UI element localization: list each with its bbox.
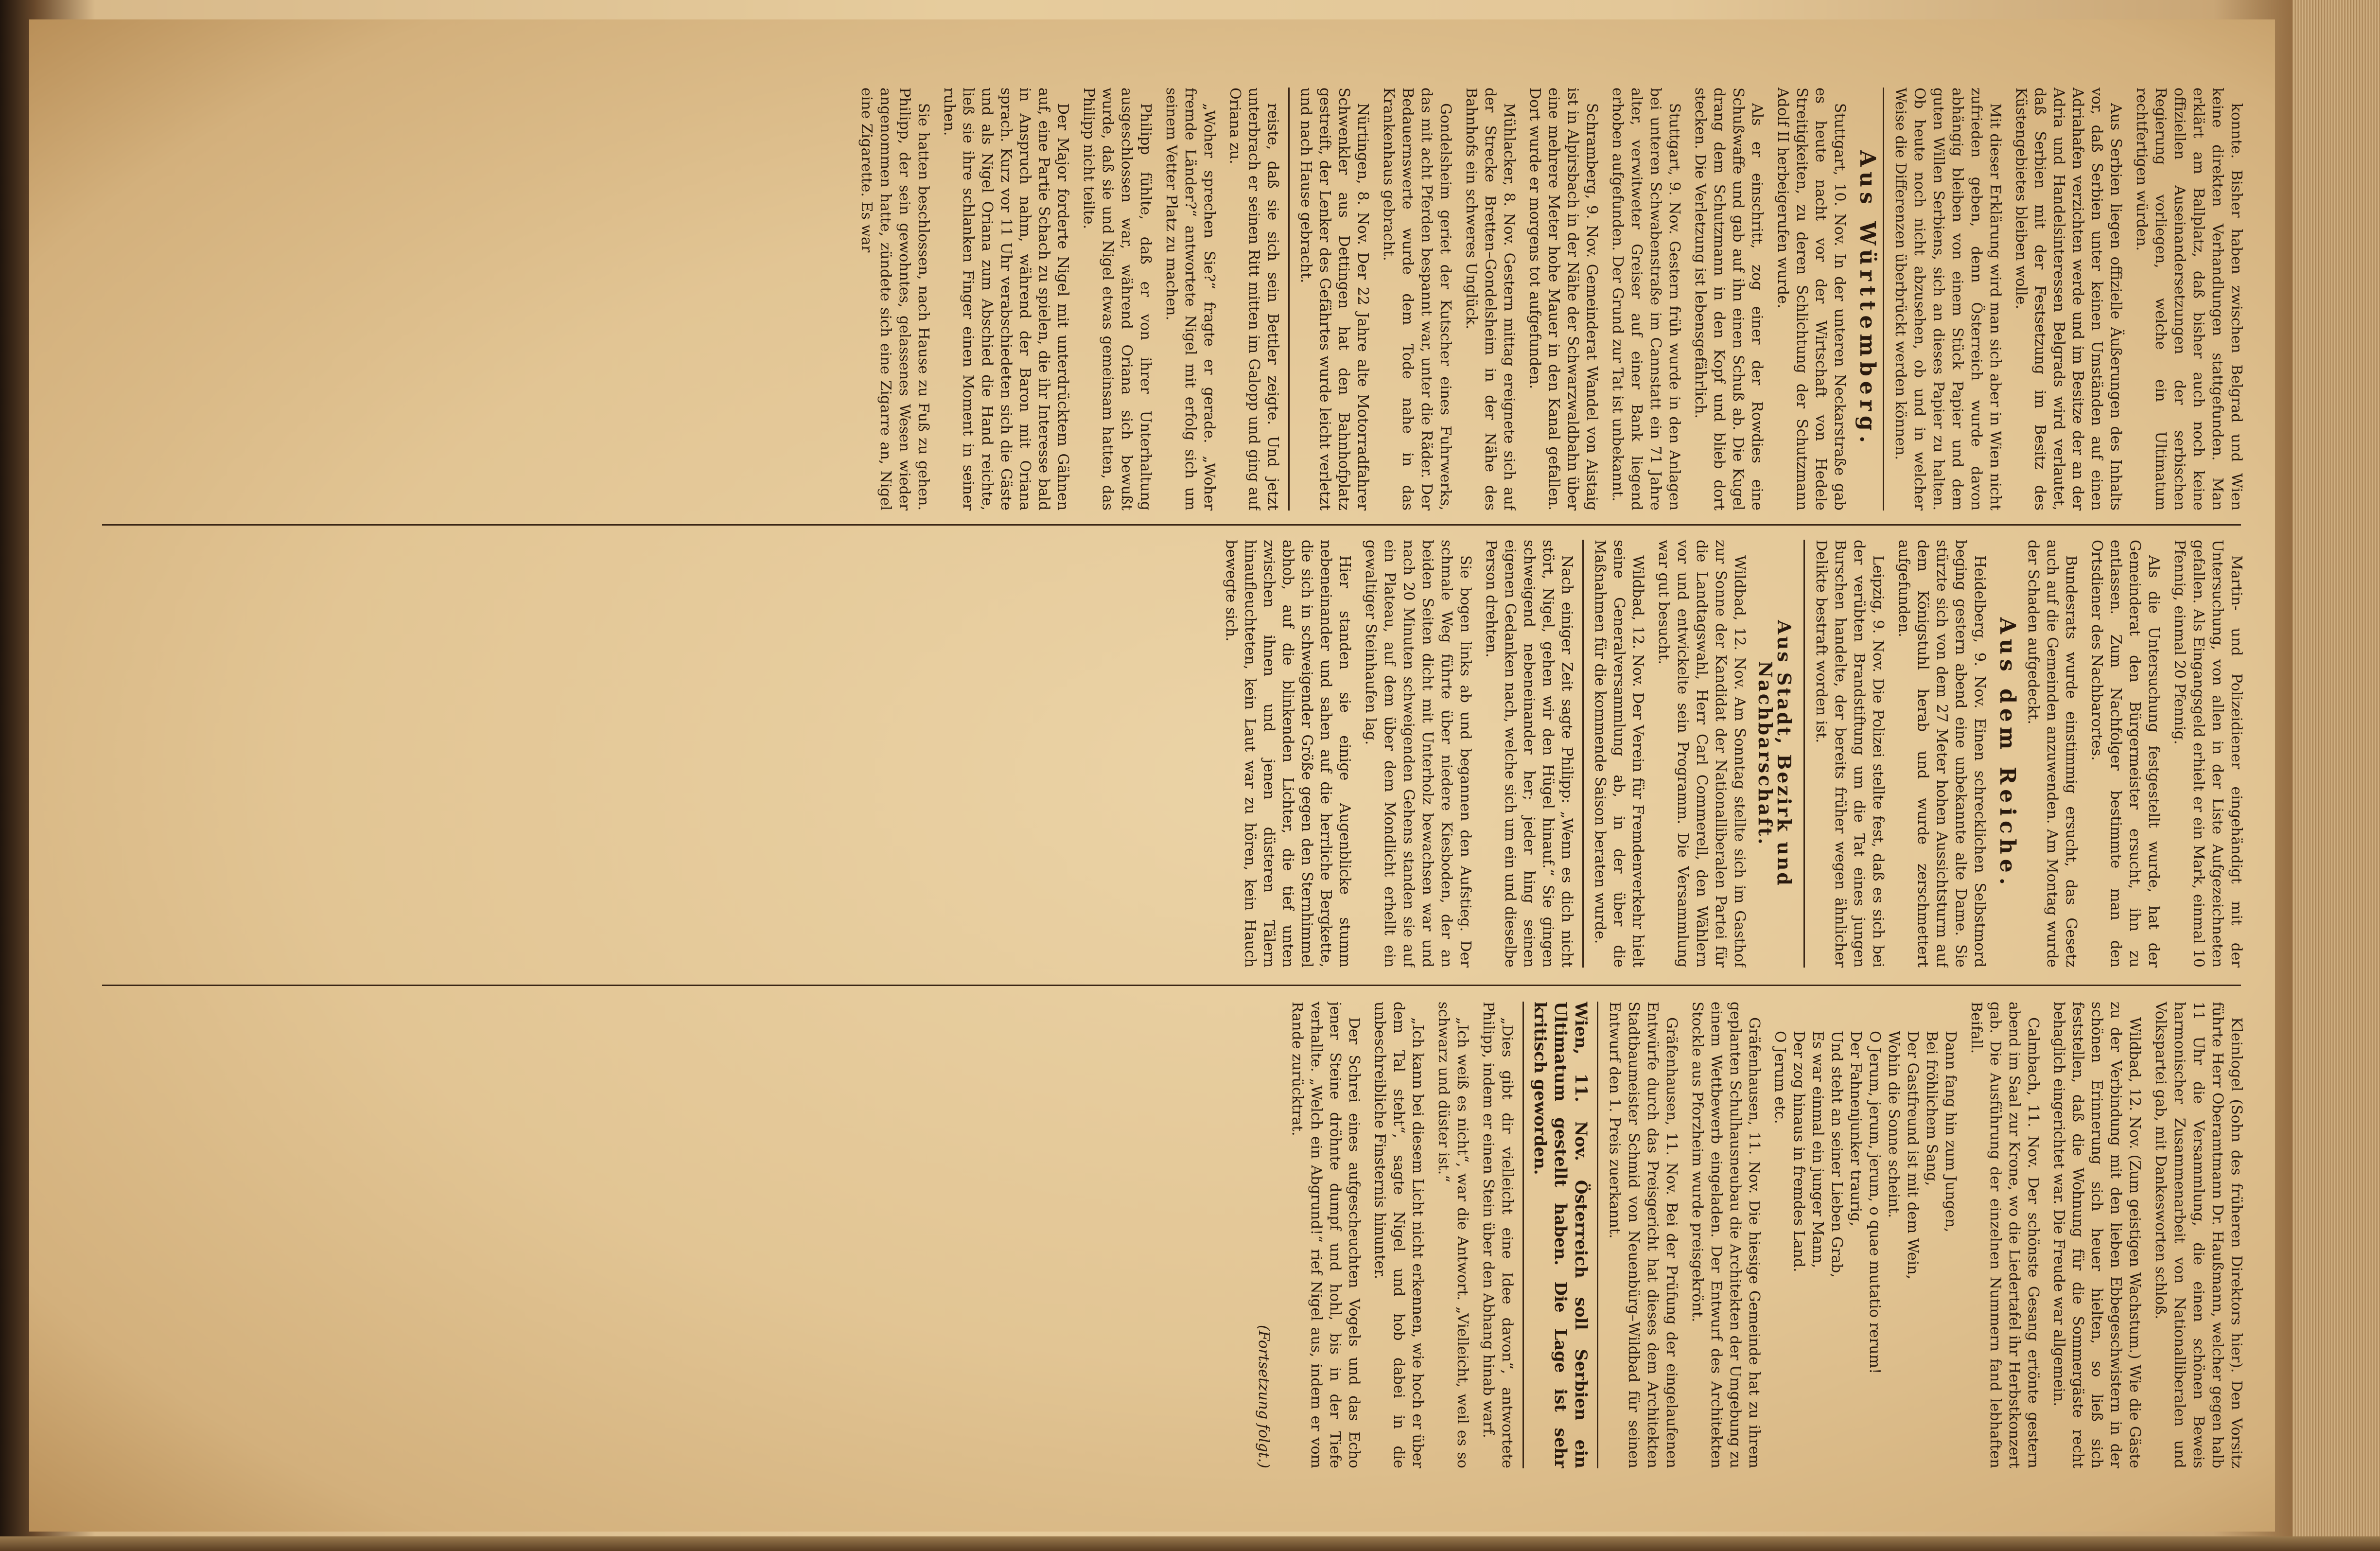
poem-line: O Jerum, jerum, jerum, o quae mutatio rerum! (1866, 1031, 1883, 1375)
col3-paragraph: Wildbad, 12. Nov. (Zum geistigen Wachstum.) Wie die Gäste zu der Verbindung mit den lieben Ebbegeschwistern in der schönen Erinnerung sich heuer hielten, so ließ sich feststellen, daß die Wohnung für die Sommergäste recht behaglich eingerichtet war. Die Freude war allgemein. (2050, 1002, 2143, 1468)
col3-news-item: Gräfenhausen, 11. Nov. Die hiesige Gemeinde hat zu ihrem geplanten Schulhausneubau die Architekten der Umgebung zu einem Wettbewerb eingeladen. Der Entwurf des Architekten Stockle aus Pforzheim wurde preisgekrönt. (1689, 1002, 1763, 1468)
col2-paragraph: Als die Untersuchung festgestellt wurde, hat der Gemeinderat den Bürgermeister ersucht, ihn zu entlassen. Zum Nachfolger bestimmte man den Ortsdiener des Nachbarortes. (2088, 540, 2162, 968)
poem-line: Der Fahnenjunker traurig, (1847, 1031, 1864, 1227)
poem-line: Der Gastfreund ist mit dem Wein, (1904, 1031, 1921, 1280)
poem-line: Wohin die Sonne scheint. (1885, 1031, 1902, 1218)
section-heading-local: Aus Stadt, Bezirk und Nachbarschaft. (1754, 620, 1795, 887)
serial-story-paragraph: Sie hatten beschlossen, nach Hause zu Fuß zu gehen. Philipp, der sein gewohntes, gelassenes Wesen wieder angenommen hatte, zündete sich eine Zigarre an, Nigel eine Zigarette. Es war (858, 88, 932, 511)
column-2 (88, 540, 2246, 968)
section-heading-reich: Aus dem Reiche. (1995, 617, 2020, 890)
telegram-headline: Wien, 11. Nov. Österreich soll Serbien ein Ultimatum gestellt haben. Die Lage ist sehr kritisch geworden. (1530, 1002, 1591, 1468)
serial-story-paragraph: Der Major forderte Nigel mit unterdrücktem Gähnen auf, eine Partie Schach zu spielen, die ihr Interesse bald in Anspruch nahm, während der Baron mit Oriana sprach. Kurz vor 11 Uhr verabschiedeten sich die Gäste und als Nigel Oriana zum Abschied die Hand reichte, ließ sie ihre schlanken Finger einen Moment in seiner ruhen. (941, 88, 1071, 511)
col1-news-item: Nürtingen, 8. Nov. Der 22 Jahre alte Motorradfahrer Schwenkler aus Dettingen hat den Bahnhofplatz gestreift, der Lenker des Gefährtes wurde leicht verletzt und nach Hause gebracht. (1297, 88, 1371, 511)
serial-story-paragraph: „Ich kann bei diesem Licht nicht erkennen, wie hoch er über dem Tal steht“, sagte Nigel und hob dabei in die unbeschreibliche Finsternis hinunter. (1371, 1002, 1426, 1468)
col1-news-item: Stuttgart, 9. Nov. Gestern früh wurde in den Anlagen bei unteren Schwabenstraße im Cannstatt ein 71 Jahre alter, verwitweter Greiser auf einer Bank liegend erhoben aufgefunden. Der Grund zur Tat ist unbekannt. (1609, 88, 1683, 511)
rotated-content (88, 88, 2246, 1498)
serial-story-paragraph: „Dies gibt dir vielleicht eine Idee davon“, antwortete Philipp, indem er einen Stein über den Abhang hinab warf. (1480, 1002, 1516, 1468)
col2-news-item: Heidelberg, 9. Nov. Einen schrecklichen Selbstmord beging gestern abend eine unbekannte alte Dame. Sie stürzte sich von dem 27 Meter hohen Aussichtsturm auf dem Königstuhl herab und wurde zerschmettert aufgefunden. (1895, 540, 1988, 968)
feuilleton-divider (1288, 88, 1290, 511)
col1-paragraph: Mit dieser Erklärung wird man sich aber in Wien nicht zufrieden geben, denn Österreich wurde davon abhängig bleiben von einem Stück Papier und dem guten Willen Serbiens, sich an dieses Papier zu halten. Ob heute noch nicht abzusehen, ob und in welcher Weise die Differenzen überbrückt werden können. (1892, 88, 2004, 511)
col1-news-item: Als er einschritt, zog einer der Rowdies eine Schußwaffe und gab auf ihn einen Schuß ab. Die Kugel drang dem Schutzmann in den Kopf und blieb dort stecken. Die Verletzung ist lebensgefährlich. (1692, 88, 1766, 511)
serial-story-paragraph: Hier standen sie einige Augenblicke stumm nebeneinander und sahen auf die herrliche Bergkette, die sich in schweigender Größe gegen den Sternhimmel abhob, auf die blinkenden Lichter, die tief unten zwischen ihnen und jenen düsteren Tälern hinaufleuchteten, kein Laut war zu hören, kein Hauch bewegte sich. (1223, 540, 1353, 968)
feuilleton-divider (1582, 540, 1584, 968)
book-bottom-edge (0, 1536, 2380, 1551)
poem-line: Bei fröhlichem Sang, (1923, 1031, 1940, 1186)
col1-paragraph: Aus Serbien liegen offizielle Äußerungen des Inhalts vor, daß Serbien unter keinen Umständen auf einen Adriahafen verzichten werde und im Besitze der an der Adria und Handelsinteressen Belgrads wird verlautet, daß Serbien mit der Festsetzung im Besitz des Küstengebietes bleiben wolle. (2012, 88, 2124, 511)
col2-local-item: Wildbad, 12. Nov. Am Sonntag stellte sich im Gasthof zur Sonne der Kandidat der Nationalliberalen Partei für die Landtagswahl, Herr Carl Commerell, den Wählern vor und entwickelte sein Programm. Die Versammlung war gut besucht. (1655, 540, 1748, 968)
col3-paragraph: Calmbach, 11. Nov. Der schönste Gesang ertönte gestern abend im Saal zur Krone, wo die Liedertafel ihr Herbstkonzert gab. Die Ausführung der einzelnen Nummern fand lebhaften Beifall. (1968, 1002, 2042, 1468)
col1-paragraph: konnte. Bisher haben zwischen Belgrad und Wien keine direkten Verhandlungen stattgefunden. Man erklärt am Ballplatz, daß bisher auch noch keine offiziellen Auseinandersetzungen der serbischen Regierung vorliegen, welche ein Ultimatum rechtfertigen würden. (2133, 88, 2245, 511)
col1-news-item: Schramberg, 9. Nov. Gemeinderat Wandel von Aistaig ist in Alpirsbach in der Nähe der Schwarzwaldbahn über eine mehrere Meter hohe Mauer in den Kanal gefallen. Dort wurde er morgens tot aufgefunden. (1526, 88, 1600, 511)
serial-story-paragraph: Sie bogen links ab und begannen den Aufstieg. Der schmale Weg führte über niedere Kiesboden, der an beiden Seiten dicht mit Unterholz bewachsen war und nach 20 Minuten schweigenden Gehens standen sie auf ein Plateau, auf dem über dem Mondlicht erhellt ein gewaltiger Steinhaufen lag. (1362, 540, 1474, 968)
col1-news-item: Stuttgart, 10. Nov. In der unteren Neckarstraße gab es heute nacht vor der Wirtschaft von Hedele Streitigkeiten, zu deren Schlichtung der Schutzmann Adolf II herbeigerufen wurde. (1774, 88, 1848, 511)
column-3 (88, 1002, 2246, 1468)
poem-line: Dann fang hin zum Jungen, (1942, 1031, 1959, 1233)
rotated-inner (88, 88, 2246, 1498)
col2-news-item: Leipzig, 9. Nov. Die Polizei stellte fest, daß es sich bei der verübten Brandstiftung um die Tat eines jungen Burschen handelte, der bereits früher wegen ähnlicher Delikte bestraft worden ist. (1813, 540, 1887, 968)
poem-block (1770, 1031, 1960, 1468)
serial-story-paragraph: Philipp fühlte, daß er von ihrer Unterhaltung ausgeschlossen war, während Oriana sich bewußt wurde, daß sie und Nigel etwas gemeinsam hatten, das Philipp nicht teilte. (1080, 88, 1154, 511)
serial-story-paragraph: Der Schrei eines aufgescheuchten Vogels und das Echo jener Steine dröhnte dumpf und hohl, bis in der Tiefe verhallte. „Welch ein Abgrund!“ rief Nigel aus, indem er vom Rande zurücktrat. (1289, 1002, 1363, 1468)
headline-rule-bottom (1522, 1002, 1524, 1468)
section-divider (1803, 540, 1805, 968)
col1-news-item: Mühlacker, 8. Nov. Gestern mittag ereignete sich auf der Strecke Bretten–Gondelsheim in der Nähe des Bahnhofs ein schweres Unglück. (1463, 88, 1518, 511)
serial-story-paragraph: reiste, daß sie sich sein Bettler zeigte. Und jetzt unterbrach er seinen Ritt mitten im Galopp und ging auf Oriana zu. (1226, 88, 1281, 511)
col1-news-item: Gondelsheim geriet der Kutscher eines Fuhrwerks, das mit acht Pferden bespannt war, unter die Räder. Der Bedauernswerte wurde dem Tode nahe in das Krankenhaus gebracht. (1380, 88, 1454, 511)
headline-rule-top (1597, 1002, 1598, 1468)
newspaper-page (29, 19, 2275, 1532)
col3-paragraph: Kleinlogel (Sohn des früheren Direktors hier). Den Vorsitz führte Herr Oberamtmann Dr. Haußmann, welcher gegen halb 11 Uhr die Versammlung, die einen schönen Beweis harmonischer Zusammenarbeit von Nationalliberalen und Volkspartei gab, mit Dankesworten schloß. (2152, 1002, 2245, 1468)
page-edge (2292, 0, 2380, 1551)
serial-story-paragraph: „Woher sprechen Sie?“ fragte er gerade. „Woher fremde Länder?“ antwortete Nigel mit erfolg sich um seinem Vetter Platz zu machen. (1163, 88, 1218, 511)
continuation-note: (Fortsetzung folgt.) (1255, 1325, 1272, 1468)
poem-line: Und steht an seiner Lieben Grab, (1828, 1031, 1845, 1278)
col2-local-item: Wildbad, 12. Nov. Der Verein für Fremdenverkehr hielt seine Generalversammlung ab, in der über die Maßnahmen für die kommende Saison beraten wurde. (1592, 540, 1646, 968)
column-rule (102, 985, 2241, 986)
section-divider (1883, 88, 1884, 511)
serial-story-paragraph: Nach einiger Zeit sagte Philipp: „Wenn es dich nicht stört, Nigel, gehen wir den Hügel hinauf.“ Sie gingen schweigend nebeneinander her; jeder hing seinen eigenen Gedanken nach, welche sich um ein und dieselbe Person drehten. (1483, 540, 1575, 968)
poem-line: Der zog hinaus in fremdes Land. (1790, 1031, 1807, 1272)
poem-line: O Jerum etc. (1771, 1031, 1788, 1124)
column-1 (88, 88, 2246, 511)
section-heading-wuerttemberg: Aus Württemberg. (1855, 150, 1880, 448)
col2-paragraph: Martin- und Polizeidiener eingehändigt mit der Untersuchung, von allen in der Liste Aufgezeichneten gefallen. Als Eingangsgeld erhielt er ein Mark, einmal 10 Pfennig, einmal 20 Pfennig. (2171, 540, 2245, 968)
poem-line: Es war einmal ein junger Mann, (1809, 1031, 1826, 1269)
column-rule (102, 524, 2241, 526)
col3-news-item: Gräfenhausen, 11. Nov. Bei der Prüfung der eingelaufenen Entwürfe durch das Preisgericht hat dieses dem Architekten Stadtbaumeister Schmid von Neuenbürg–Wildbad für seinen Entwurf den 1. Preis zuerkannt. (1606, 1002, 1680, 1468)
serial-story-paragraph: „Ich weiß es nicht“, war die Antwort. „Vielleicht, weil es so schwarz und düster ist.“ (1435, 1002, 1471, 1468)
col2-paragraph: Bundesrats wurde einstimmig ersucht, das Gesetz auch auf die Gemeinden anzuwenden. Am Montag wurde der Schaden aufgedeckt. (2025, 540, 2080, 968)
